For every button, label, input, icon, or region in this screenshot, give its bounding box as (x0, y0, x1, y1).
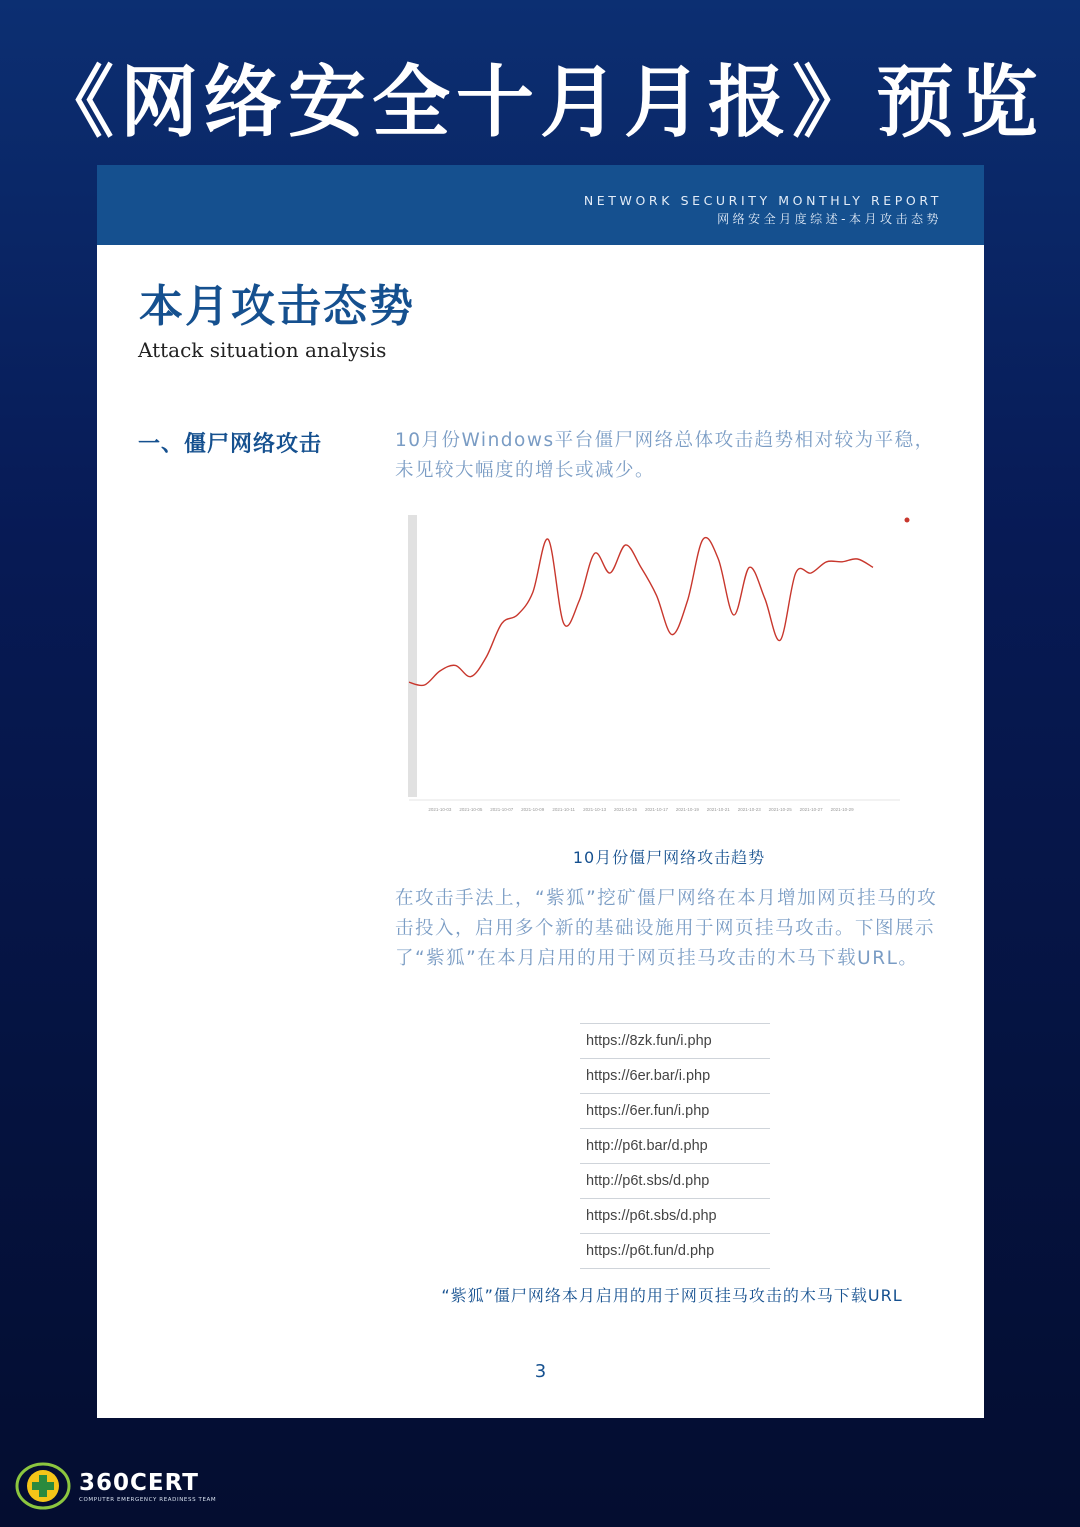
section-subtitle: Attack situation analysis (138, 338, 387, 362)
data-point (501, 622, 503, 624)
url-table (580, 1023, 770, 1269)
data-point (485, 656, 487, 658)
x-tick-label: 2021-10-11 (552, 807, 576, 812)
series-line (409, 538, 873, 686)
x-tick-label: 2021-10-05 (459, 807, 483, 812)
page-number: 3 (534, 1361, 547, 1382)
data-point (609, 572, 611, 574)
data-point (516, 614, 518, 616)
body-paragraph: 在攻击手法上，“紫狐”挖矿僵尸网络在本月增加网页挂马的攻击投入，启用多个新的基础设施用于网页挂马攻击。下图展示了“紫狐”在本月启用的用于网页挂马攻击的木马下载URL。 (395, 888, 938, 969)
subsection-heading: 一、僵尸网络攻击 (138, 432, 323, 457)
data-point (825, 561, 827, 563)
header-en: NETWORK SECURITY MONTHLY REPORT (583, 193, 942, 208)
legend-marker (905, 518, 910, 523)
url-row: https://p6t.sbs/d.php (580, 1199, 770, 1234)
url-row: https://6er.bar/i.php (580, 1059, 770, 1094)
intro-paragraph: 10月份Windows平台僵尸网络总体攻击趋势相对较为平稳，未见较大幅度的增长或减少。 (395, 430, 935, 481)
data-point (702, 538, 704, 540)
logo-name: 360CERT (79, 1470, 199, 1496)
attack-trend-chart (395, 507, 943, 832)
data-point (423, 684, 425, 686)
data-point (841, 561, 843, 563)
data-point (856, 558, 858, 560)
banner-title: 《网络安全十月月报》预览 (35, 58, 1044, 148)
data-point (717, 558, 719, 560)
data-point (470, 675, 472, 677)
url-row: https://p6t.fun/d.php (580, 1234, 770, 1269)
x-tick-label: 2021-10-03 (428, 807, 452, 812)
chart-caption: 10月份僵尸网络攻击趋势 (572, 848, 766, 867)
data-point (532, 591, 534, 593)
x-tick-label: 2021-10-13 (583, 807, 607, 812)
data-point (779, 639, 781, 641)
logo-emblem-icon (15, 1462, 71, 1510)
report-page (97, 165, 984, 1418)
url-row: http://p6t.bar/d.php (580, 1129, 770, 1164)
data-point (795, 572, 797, 574)
page-header (97, 165, 984, 245)
logo-tagline: COMPUTER EMERGENCY READINESS TEAM (79, 1497, 217, 1503)
x-tick-label: 2021-10-27 (799, 807, 823, 812)
x-tick-label: 2021-10-25 (768, 807, 792, 812)
x-tick-label: 2021-10-21 (706, 807, 730, 812)
url-table-caption: “紫狐”僵尸网络本月启用的用于网页挂马攻击的木马下载URL (441, 1286, 903, 1305)
x-tick-label: 2021-10-17 (644, 807, 669, 812)
chart-svg (395, 507, 943, 832)
data-point (872, 566, 874, 568)
url-row: http://p6t.sbs/d.php (580, 1164, 770, 1199)
y-axis-strip (408, 515, 417, 797)
data-point (640, 566, 642, 568)
data-point (764, 597, 766, 599)
url-row: https://6er.fun/i.php (580, 1094, 770, 1129)
data-point (624, 544, 626, 546)
data-point (810, 572, 812, 574)
x-tick-label: 2021-10-15 (613, 807, 638, 812)
x-tick-label: 2021-10-09 (521, 807, 545, 812)
data-point (578, 600, 580, 602)
data-point (671, 633, 673, 635)
cert-logo (15, 1462, 235, 1512)
data-point (748, 566, 750, 568)
data-point (686, 600, 688, 602)
x-tick-label: 2021-10-07 (490, 807, 514, 812)
header-zh: 网络安全月度综述-本月攻击态势 (717, 212, 942, 226)
data-point (454, 664, 456, 666)
data-point (563, 622, 565, 624)
data-point (408, 681, 410, 683)
data-point (439, 670, 441, 672)
x-tick-label: 2021-10-23 (737, 807, 761, 812)
data-point (547, 538, 549, 540)
url-row: https://8zk.fun/i.php (580, 1024, 770, 1059)
x-tick-label: 2021-10-19 (675, 807, 699, 812)
section-title: 本月攻击态势 (139, 281, 415, 332)
data-point (655, 594, 657, 596)
x-tick-label: 2021-10-29 (830, 807, 854, 812)
data-point (593, 552, 595, 554)
data-point (733, 614, 735, 616)
